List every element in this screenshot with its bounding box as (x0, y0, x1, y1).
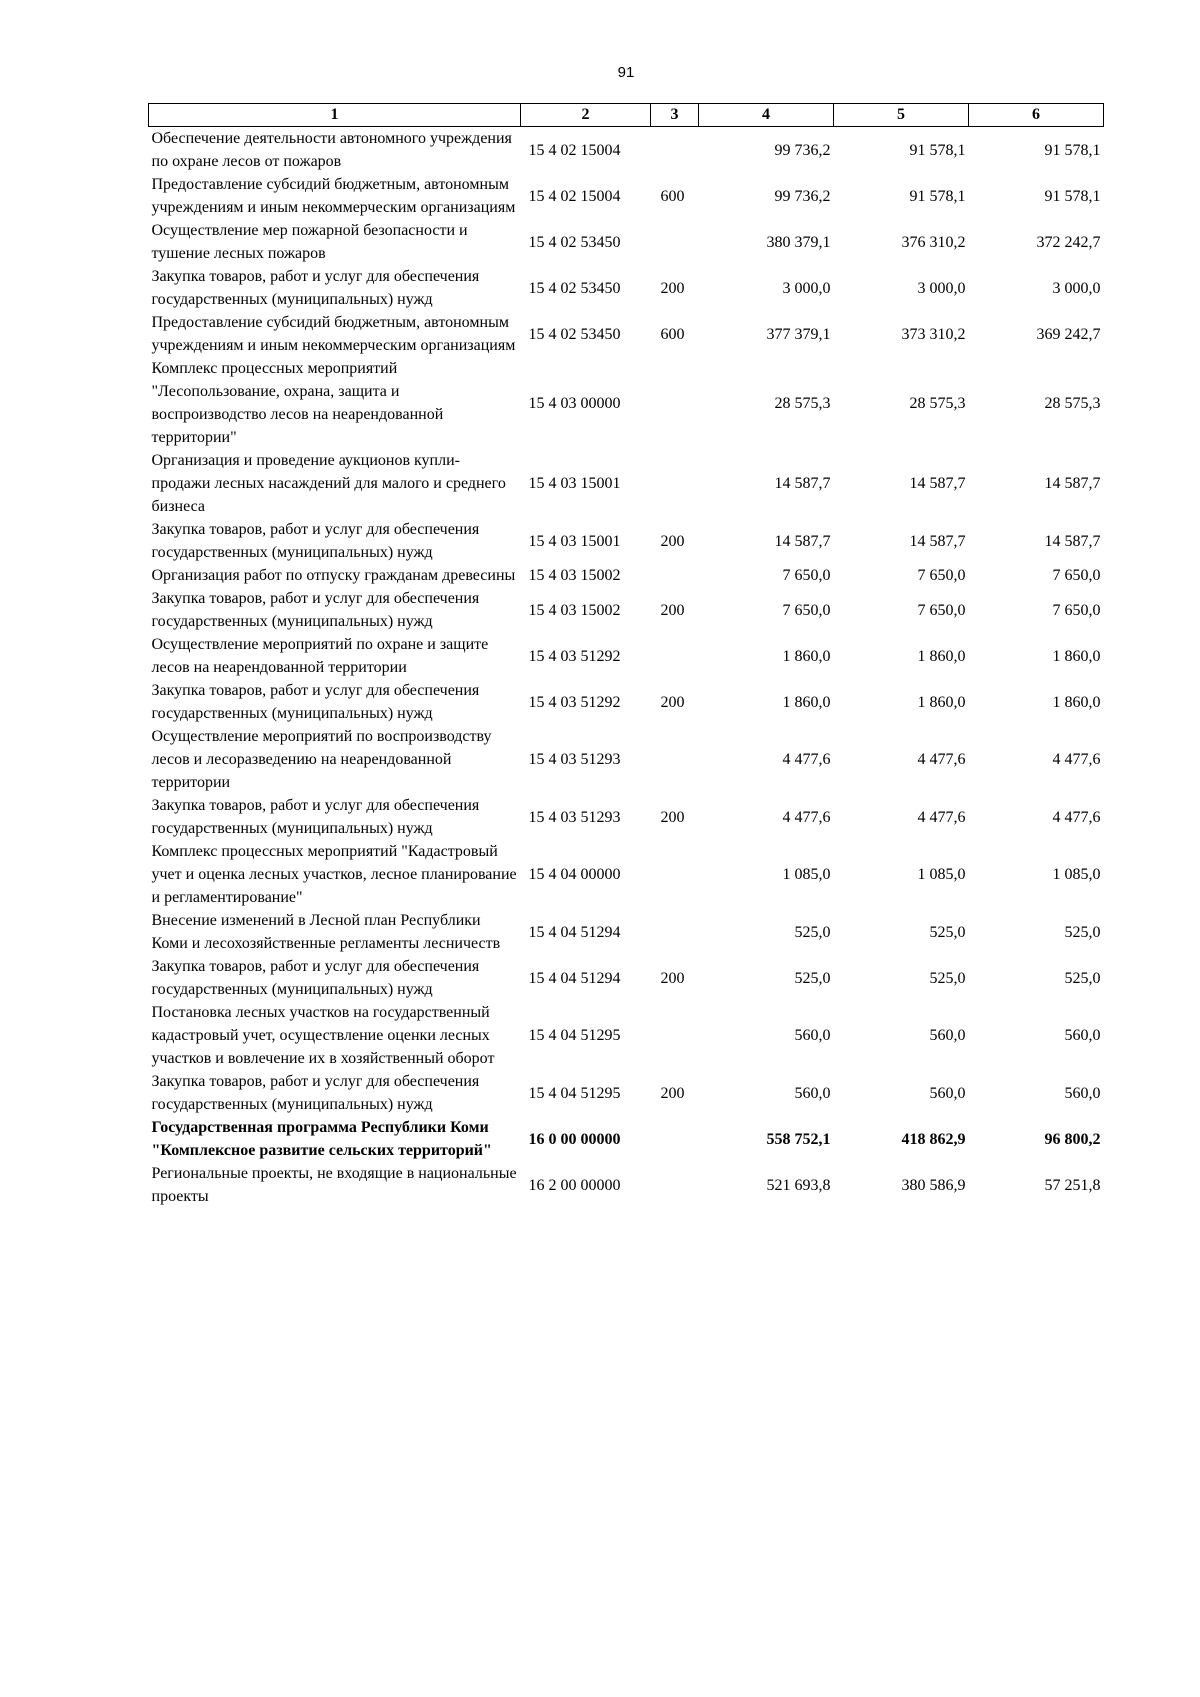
row-value-col5: 1 860,0 (917, 693, 966, 711)
row-value-col6: 560,0 (1064, 1027, 1101, 1044)
table-row (149, 587, 1104, 633)
row-value-col4: 377 379,1 (766, 325, 831, 343)
row-value-col4: 1 860,0 (782, 647, 831, 665)
table-row (149, 127, 1104, 174)
row-name: Предоставление субсидий бюджетным, автономным учреждениям и иным некоммерческим организациям (151, 176, 516, 216)
row-value-col5: 560,0 (929, 1084, 966, 1102)
row-name: Комплекс процессных мероприятий "Лесопользование, охрана, защита и воспроизводство лесов на неарендованной территории" (151, 360, 444, 446)
row-code: 15 4 02 53450 (528, 325, 621, 343)
row-value-col6: 4 477,6 (1052, 808, 1101, 826)
row-type: 200 (660, 532, 685, 550)
row-code: 15 4 02 53450 (528, 279, 621, 297)
row-value-col5: 373 310,2 (901, 325, 966, 343)
row-type: 200 (660, 279, 685, 297)
row-code: 15 4 04 51294 (528, 923, 621, 941)
row-value-col5: 525,0 (929, 923, 966, 941)
row-value-col4: 3 000,0 (782, 279, 831, 297)
row-code: 15 4 02 15004 (528, 141, 621, 159)
row-name: Осуществление мероприятий по воспроизводству лесов и лесоразведению на неарендованной территории (151, 728, 492, 791)
row-code: 16 0 00 00000 (528, 1130, 621, 1148)
page-number: 91 (617, 64, 635, 81)
header-col-6: 6 (969, 104, 1104, 127)
row-type (651, 1162, 699, 1208)
row-value-col6: 96 800,2 (1044, 1130, 1101, 1148)
table-row (149, 357, 1104, 449)
row-value-col4: 14 587,7 (774, 532, 831, 550)
row-name: Закупка товаров, работ и услуг для обеспечения государственных (муниципальных) нужд (151, 521, 480, 561)
row-value-col4: 7 650,0 (782, 601, 831, 619)
row-value-col6: 1 860,0 (1052, 693, 1101, 711)
row-value-col4: 525,0 (794, 969, 831, 987)
row-value-col4: 560,0 (794, 1084, 831, 1102)
row-type (651, 564, 699, 587)
row-value-col5: 14 587,7 (909, 475, 966, 492)
table-row (149, 679, 1104, 725)
row-name: Осуществление мер пожарной безопасности и тушение лесных пожаров (151, 222, 468, 262)
row-type (651, 449, 699, 518)
row-code: 15 4 03 51292 (528, 647, 621, 665)
row-value-col6: 1 860,0 (1052, 647, 1101, 665)
row-value-col6: 372 242,7 (1036, 233, 1101, 251)
row-value-col6: 57 251,8 (1044, 1176, 1101, 1194)
row-value-col6: 4 477,6 (1052, 751, 1101, 768)
row-code: 15 4 03 15001 (528, 475, 621, 492)
row-name: Региональные проекты, не входящие в национальные проекты (151, 1165, 517, 1205)
row-value-col6: 7 650,0 (1052, 601, 1101, 619)
row-value-col5: 418 862,9 (901, 1130, 966, 1148)
row-code: 15 4 04 00000 (528, 866, 621, 883)
row-value-col6: 28 575,3 (1044, 394, 1101, 412)
row-type (651, 357, 699, 449)
row-value-col6: 3 000,0 (1052, 279, 1101, 297)
row-code: 15 4 03 51293 (528, 808, 621, 826)
row-value-col5: 91 578,1 (909, 187, 966, 205)
row-type (651, 909, 699, 955)
table-row (149, 1001, 1104, 1070)
header-col-4: 4 (699, 104, 834, 127)
row-type: 200 (660, 808, 685, 826)
row-value-col4: 4 477,6 (782, 751, 831, 768)
row-code: 15 4 02 15004 (528, 187, 621, 205)
row-value-col5: 91 578,1 (909, 141, 966, 159)
row-value-col6: 525,0 (1064, 923, 1101, 941)
row-code: 16 2 00 00000 (528, 1176, 621, 1194)
row-value-col6: 7 650,0 (1052, 567, 1101, 584)
row-type: 200 (660, 1084, 685, 1102)
row-type: 200 (660, 693, 685, 711)
row-code: 15 4 03 15002 (528, 567, 621, 584)
header-col-1: 1 (149, 104, 521, 127)
row-name: Внесение изменений в Лесной план Республики Коми и лесохозяйственные регламенты лесничеств (151, 912, 501, 952)
row-name: Предоставление субсидий бюджетным, автономным учреждениям и иным некоммерческим организациям (151, 314, 516, 354)
row-name: Постановка лесных участков на государственный кадастровый учет, осуществление оценки лесных участков и вовлечение их в хозяйственный оборот (151, 1004, 495, 1067)
row-value-col5: 14 587,7 (909, 532, 966, 550)
table-row (149, 633, 1104, 679)
row-value-col4: 1 085,0 (782, 866, 831, 883)
row-value-col4: 521 693,8 (766, 1176, 831, 1194)
row-value-col4: 7 650,0 (782, 567, 831, 584)
row-value-col6: 91 578,1 (1044, 141, 1101, 159)
table-row (149, 840, 1104, 909)
row-value-col6: 14 587,7 (1044, 475, 1101, 492)
table-row (149, 564, 1104, 587)
table-row (149, 518, 1104, 564)
row-name: Закупка товаров, работ и услуг для обеспечения государственных (муниципальных) нужд (151, 1073, 480, 1113)
row-name: Закупка товаров, работ и услуг для обеспечения государственных (муниципальных) нужд (151, 590, 480, 630)
row-name: Закупка товаров, работ и услуг для обеспечения государственных (муниципальных) нужд (151, 958, 480, 998)
row-value-col4: 525,0 (794, 923, 831, 941)
header-col-2: 2 (521, 104, 651, 127)
row-type (651, 219, 699, 265)
row-value-col4: 380 379,1 (766, 233, 831, 251)
table-row (149, 725, 1104, 794)
table-row (149, 1116, 1104, 1162)
row-name: Осуществление мероприятий по охране и защите лесов на неарендованной территории (151, 636, 489, 676)
row-value-col4: 28 575,3 (774, 394, 831, 412)
row-value-col4: 14 587,7 (774, 475, 831, 492)
table-row (149, 311, 1104, 357)
row-value-col6: 369 242,7 (1036, 325, 1101, 343)
table-row (149, 955, 1104, 1001)
table-row (149, 449, 1104, 518)
row-name: Государственная программа Республики Коми "Комплексное развитие сельских территорий" (151, 1119, 492, 1159)
row-name: Обеспечение деятельности автономного учреждения по охране лесов от пожаров (151, 130, 512, 170)
table-row (149, 909, 1104, 955)
row-type (651, 1116, 699, 1162)
row-value-col5: 1 085,0 (917, 866, 966, 883)
row-value-col4: 558 752,1 (766, 1130, 831, 1148)
row-value-col5: 3 000,0 (917, 279, 966, 297)
row-value-col5: 4 477,6 (917, 751, 966, 768)
row-value-col6: 1 085,0 (1052, 866, 1101, 883)
row-value-col5: 380 586,9 (901, 1176, 966, 1194)
row-code: 15 4 03 00000 (528, 394, 621, 412)
row-type (651, 127, 699, 174)
table-row (149, 1070, 1104, 1116)
row-type: 600 (660, 325, 685, 343)
row-name: Организация работ по отпуску гражданам древесины (151, 567, 516, 584)
row-name: Закупка товаров, работ и услуг для обеспечения государственных (муниципальных) нужд (151, 682, 480, 722)
row-type: 200 (660, 969, 685, 987)
row-value-col6: 525,0 (1064, 969, 1101, 987)
table-body (149, 127, 1104, 1209)
row-type (651, 725, 699, 794)
table-header-row (149, 104, 1104, 127)
row-value-col4: 560,0 (794, 1027, 831, 1044)
row-type (651, 1001, 699, 1070)
row-value-col6: 560,0 (1064, 1084, 1101, 1102)
row-name: Организация и проведение аукционов купли-продажи лесных насаждений для малого и среднего бизнеса (151, 452, 506, 515)
row-value-col5: 525,0 (929, 969, 966, 987)
row-value-col5: 7 650,0 (917, 567, 966, 584)
row-type (651, 633, 699, 679)
row-code: 15 4 03 15002 (528, 601, 621, 619)
row-value-col4: 99 736,2 (774, 187, 831, 205)
row-value-col6: 91 578,1 (1044, 187, 1101, 205)
row-code: 15 4 03 51293 (528, 751, 621, 768)
row-code: 15 4 04 51295 (528, 1084, 621, 1102)
row-value-col5: 1 860,0 (917, 647, 966, 665)
row-code: 15 4 02 53450 (528, 233, 621, 251)
header-col-3: 3 (651, 104, 699, 127)
row-value-col5: 560,0 (929, 1027, 966, 1044)
row-code: 15 4 03 51292 (528, 693, 621, 711)
table-row (149, 794, 1104, 840)
row-code: 15 4 03 15001 (528, 532, 621, 550)
row-name: Комплекс процессных мероприятий "Кадастровый учет и оценка лесных участков, лесное планирование и регламентирование" (151, 843, 517, 906)
row-value-col4: 4 477,6 (782, 808, 831, 826)
row-value-col5: 4 477,6 (917, 808, 966, 826)
row-name: Закупка товаров, работ и услуг для обеспечения государственных (муниципальных) нужд (151, 268, 480, 308)
row-type: 200 (660, 601, 685, 619)
row-value-col5: 7 650,0 (917, 601, 966, 619)
header-col-5: 5 (834, 104, 969, 127)
row-code: 15 4 04 51295 (528, 1027, 621, 1044)
row-value-col4: 1 860,0 (782, 693, 831, 711)
table-row (149, 173, 1104, 219)
table-row (149, 219, 1104, 265)
budget-table (148, 103, 1104, 1208)
row-type: 600 (660, 187, 685, 205)
row-value-col4: 99 736,2 (774, 141, 831, 159)
table-row (149, 1162, 1104, 1208)
row-name: Закупка товаров, работ и услуг для обеспечения государственных (муниципальных) нужд (151, 797, 480, 837)
table-row (149, 265, 1104, 311)
row-value-col6: 14 587,7 (1044, 532, 1101, 550)
row-code: 15 4 04 51294 (528, 969, 621, 987)
row-value-col5: 376 310,2 (901, 233, 966, 251)
row-value-col5: 28 575,3 (909, 394, 966, 412)
row-type (651, 840, 699, 909)
